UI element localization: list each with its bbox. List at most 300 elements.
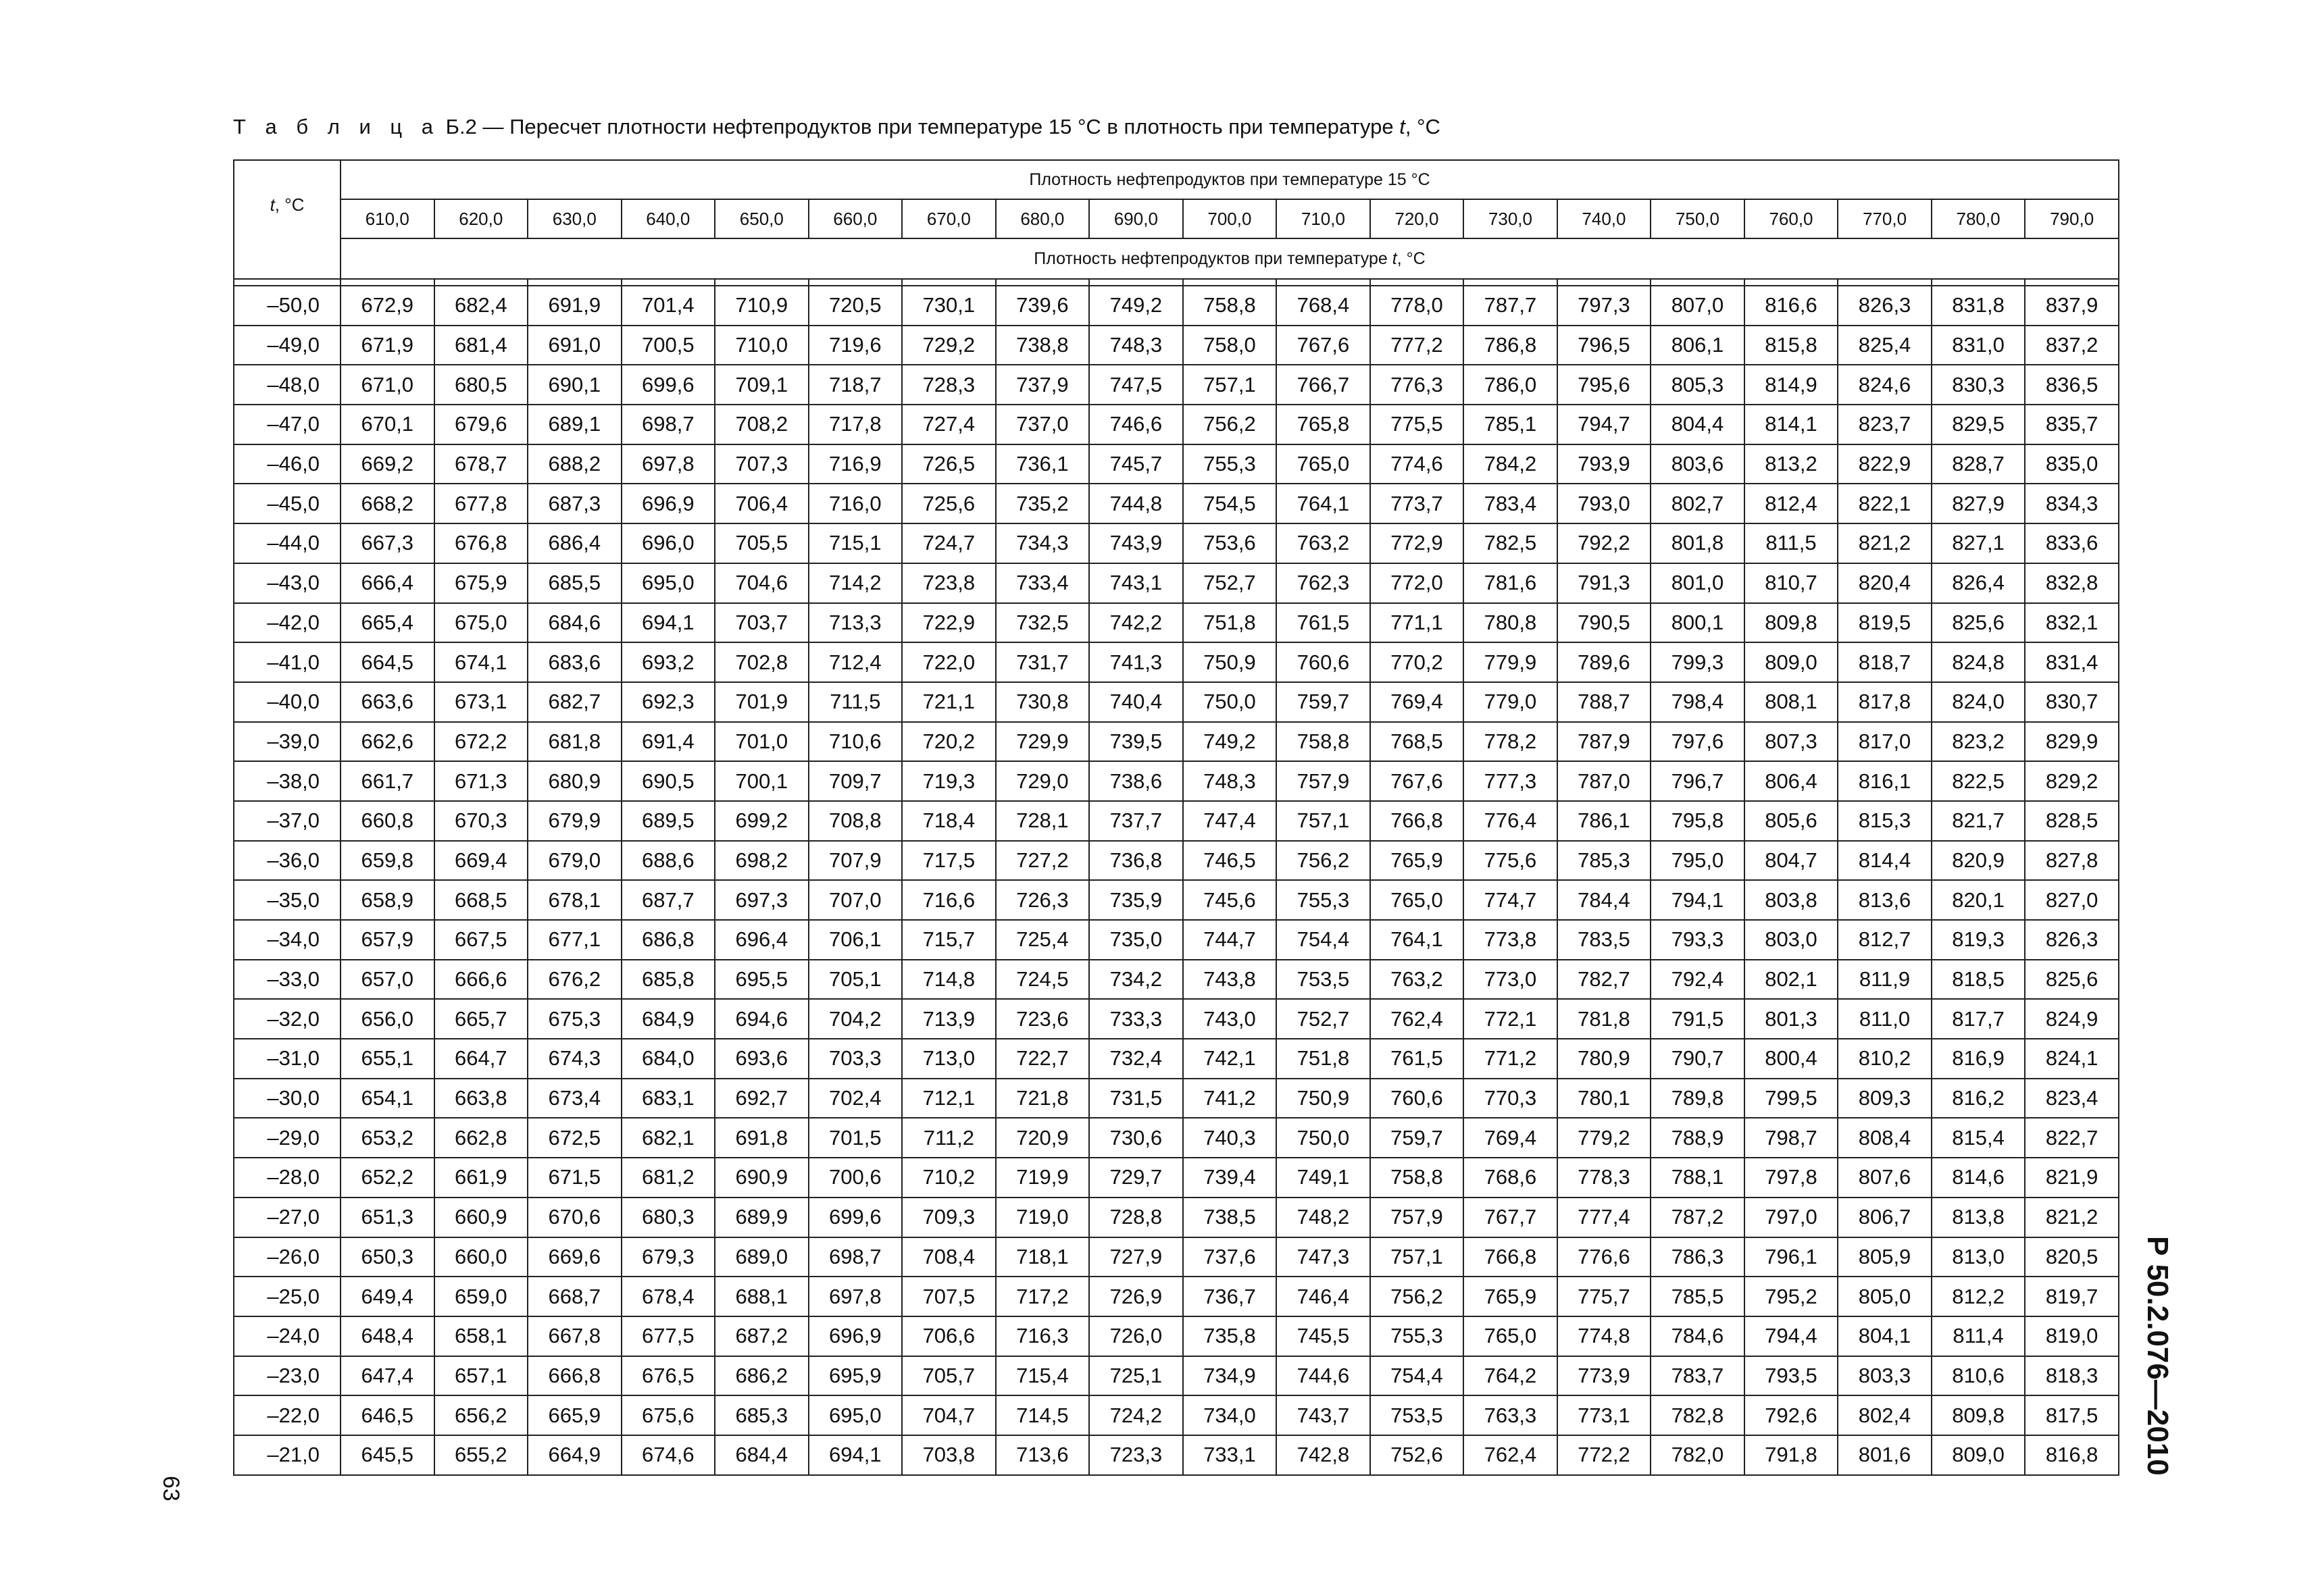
- density-t-header-text: Плотность нефтепродуктов при температуре: [1034, 249, 1388, 268]
- density-cell: 664,5: [341, 642, 434, 682]
- density-cell: 738,5: [1183, 1198, 1277, 1237]
- density-cell: 703,7: [715, 603, 809, 643]
- density-cell: 797,6: [1651, 722, 1744, 762]
- density-cell: 832,8: [2025, 563, 2119, 603]
- table-row: [234, 920, 2119, 960]
- density-cell: 837,2: [2025, 326, 2119, 365]
- density-table: [233, 159, 2119, 1476]
- density-15-header: Плотность нефтепродуктов при температуре 15 °С: [341, 160, 2119, 199]
- density-cell: 671,0: [341, 365, 434, 405]
- gap-cell: [341, 279, 434, 286]
- density-cell: 820,5: [2025, 1237, 2119, 1277]
- density-cell: 671,3: [434, 761, 528, 801]
- gap-cell: [996, 279, 1090, 286]
- density-cell: 709,7: [809, 761, 903, 801]
- density-cell: 695,0: [809, 1395, 903, 1435]
- density-cell: 712,1: [902, 1079, 996, 1118]
- density-cell: 792,6: [1744, 1395, 1838, 1435]
- density-cell: 755,3: [1370, 1316, 1464, 1356]
- density-cell: 795,2: [1744, 1277, 1838, 1316]
- density-cell: 660,0: [434, 1237, 528, 1277]
- density-cell: 690,1: [528, 365, 622, 405]
- density-cell: 674,3: [528, 1039, 622, 1079]
- density-cell: 707,0: [809, 880, 903, 920]
- density-cell: 674,1: [434, 642, 528, 682]
- temperature-cell: –39,0: [234, 722, 341, 762]
- t-header-var: t: [270, 195, 275, 215]
- table-row: [234, 1277, 2119, 1316]
- temperature-cell: –27,0: [234, 1198, 341, 1237]
- density-cell: 682,4: [434, 286, 528, 326]
- density-cell: 739,4: [1183, 1158, 1277, 1198]
- table-row: [234, 484, 2119, 523]
- density-cell: 822,1: [1838, 484, 1932, 523]
- density-cell: 729,0: [996, 761, 1090, 801]
- density-cell: 774,6: [1370, 444, 1464, 484]
- density-cell: 766,8: [1463, 1237, 1557, 1277]
- density-cell: 772,2: [1557, 1435, 1651, 1475]
- density-cell: 805,9: [1838, 1237, 1932, 1277]
- density-cell: 817,8: [1838, 682, 1932, 722]
- density-cell: 807,0: [1651, 286, 1744, 326]
- density-cell: 824,0: [1932, 682, 2026, 722]
- density-cell: 781,8: [1557, 999, 1651, 1039]
- density-cell: 787,0: [1557, 761, 1651, 801]
- density-cell: 821,7: [1932, 801, 2026, 841]
- density-cell: 785,5: [1651, 1277, 1744, 1316]
- density-cell: 820,9: [1932, 841, 2026, 881]
- table-row: [234, 722, 2119, 762]
- gap-cell: [1838, 279, 1932, 286]
- density-cell: 734,3: [996, 523, 1090, 563]
- density-cell: 773,7: [1370, 484, 1464, 523]
- table-row: [234, 1316, 2119, 1356]
- density-cell: 788,1: [1651, 1158, 1744, 1198]
- density-cell: 694,6: [715, 999, 809, 1039]
- density-cell: 809,0: [1744, 642, 1838, 682]
- density-cell: 648,4: [341, 1316, 434, 1356]
- density-cell: 667,3: [341, 523, 434, 563]
- density-cell: 816,9: [1932, 1039, 2026, 1079]
- density-cell: 724,7: [902, 523, 996, 563]
- temperature-cell: –49,0: [234, 326, 341, 365]
- density-cell: 665,7: [434, 999, 528, 1039]
- density-cell: 710,9: [715, 286, 809, 326]
- temperature-cell: –46,0: [234, 444, 341, 484]
- density-cell: 741,3: [1089, 642, 1183, 682]
- density-cell: 678,7: [434, 444, 528, 484]
- density-cell: 826,3: [1838, 286, 1932, 326]
- density-cell: 780,1: [1557, 1079, 1651, 1118]
- density-cell: 773,8: [1463, 920, 1557, 960]
- table-row: [234, 286, 2119, 326]
- density-cell: 756,2: [1370, 1277, 1464, 1316]
- density-cell: 680,9: [528, 761, 622, 801]
- density-cell: 675,3: [528, 999, 622, 1039]
- temperature-cell: –40,0: [234, 682, 341, 722]
- density-cell: 676,8: [434, 523, 528, 563]
- density-cell: 835,0: [2025, 444, 2119, 484]
- density-cell: 823,2: [1932, 722, 2026, 762]
- density-cell: 689,9: [715, 1198, 809, 1237]
- density-cell: 821,2: [1838, 523, 1932, 563]
- density-cell: 793,9: [1557, 444, 1651, 484]
- density-column-header: 790,0: [2025, 199, 2119, 238]
- density-cell: 754,5: [1183, 484, 1277, 523]
- density-cell: 822,9: [1838, 444, 1932, 484]
- density-cell: 687,2: [715, 1316, 809, 1356]
- density-cell: 715,4: [996, 1356, 1090, 1396]
- density-cell: 753,6: [1183, 523, 1277, 563]
- density-cell: 720,9: [996, 1118, 1090, 1158]
- density-cell: 674,6: [622, 1435, 715, 1475]
- density-cell: 681,4: [434, 326, 528, 365]
- density-cell: 742,8: [1276, 1435, 1370, 1475]
- density-cell: 803,0: [1744, 920, 1838, 960]
- density-cell: 660,8: [341, 801, 434, 841]
- density-cell: 687,3: [528, 484, 622, 523]
- density-cell: 737,6: [1183, 1237, 1277, 1277]
- density-cell: 680,3: [622, 1198, 715, 1237]
- header-gap-row: [234, 279, 2119, 286]
- density-cell: 675,0: [434, 603, 528, 643]
- density-cell: 736,7: [1183, 1277, 1277, 1316]
- density-cell: 809,8: [1744, 603, 1838, 643]
- density-cell: 800,1: [1651, 603, 1744, 643]
- density-cell: 728,8: [1089, 1198, 1183, 1237]
- density-cell: 722,0: [902, 642, 996, 682]
- density-cell: 769,4: [1370, 682, 1464, 722]
- density-cell: 661,9: [434, 1158, 528, 1198]
- density-cell: 731,5: [1089, 1079, 1183, 1118]
- density-cell: 762,4: [1463, 1435, 1557, 1475]
- density-cell: 701,4: [622, 286, 715, 326]
- density-cell: 711,2: [902, 1118, 996, 1158]
- density-cell: 761,5: [1276, 603, 1370, 643]
- density-cell: 677,1: [528, 920, 622, 960]
- density-cell: 651,3: [341, 1198, 434, 1237]
- density-cell: 747,3: [1276, 1237, 1370, 1277]
- table-row: [234, 960, 2119, 1000]
- density-cell: 833,6: [2025, 523, 2119, 563]
- density-cell: 701,9: [715, 682, 809, 722]
- density-cell: 677,5: [622, 1316, 715, 1356]
- density-cell: 668,5: [434, 880, 528, 920]
- density-column-header: 700,0: [1183, 199, 1277, 238]
- density-cell: 734,9: [1183, 1356, 1277, 1396]
- density-cell: 663,8: [434, 1079, 528, 1118]
- density-cell: 668,7: [528, 1277, 622, 1316]
- temperature-cell: –41,0: [234, 642, 341, 682]
- density-cell: 832,1: [2025, 603, 2119, 643]
- density-column-header: 640,0: [622, 199, 715, 238]
- density-cell: 678,1: [528, 880, 622, 920]
- density-cell: 698,7: [622, 405, 715, 444]
- density-cell: 685,8: [622, 960, 715, 1000]
- density-cell: 656,2: [434, 1395, 528, 1435]
- density-cell: 814,1: [1744, 405, 1838, 444]
- density-cell: 825,6: [1932, 603, 2026, 643]
- density-cell: 699,2: [715, 801, 809, 841]
- density-cell: 768,6: [1463, 1158, 1557, 1198]
- density-cell: 820,4: [1838, 563, 1932, 603]
- density-cell: 706,4: [715, 484, 809, 523]
- density-cell: 706,6: [902, 1316, 996, 1356]
- density-cell: 666,4: [341, 563, 434, 603]
- temperature-cell: –33,0: [234, 960, 341, 1000]
- gap-cell: [902, 279, 996, 286]
- density-cell: 805,0: [1838, 1277, 1932, 1316]
- density-cell: 754,4: [1276, 920, 1370, 960]
- density-cell: 795,0: [1651, 841, 1744, 881]
- table-row: [234, 880, 2119, 920]
- density-cell: 752,6: [1370, 1435, 1464, 1475]
- density-cell: 817,5: [2025, 1395, 2119, 1435]
- density-cell: 694,1: [622, 603, 715, 643]
- density-cell: 790,7: [1651, 1039, 1744, 1079]
- temperature-cell: –32,0: [234, 999, 341, 1039]
- density-cell: 730,1: [902, 286, 996, 326]
- table-row: [234, 1039, 2119, 1079]
- density-cell: 735,0: [1089, 920, 1183, 960]
- density-cell: 813,0: [1932, 1237, 2026, 1277]
- density-cell: 828,5: [2025, 801, 2119, 841]
- table-row: [234, 1079, 2119, 1118]
- density-cell: 795,6: [1557, 365, 1651, 405]
- density-cell: 748,2: [1276, 1198, 1370, 1237]
- density-cell: 788,9: [1651, 1118, 1744, 1158]
- density-cell: 729,9: [996, 722, 1090, 762]
- density-cell: 816,8: [2025, 1435, 2119, 1475]
- density-cell: 696,9: [809, 1316, 903, 1356]
- density-cell: 711,5: [809, 682, 903, 722]
- density-cell: 798,4: [1651, 682, 1744, 722]
- density-cell: 814,9: [1744, 365, 1838, 405]
- caption-suffix: , °С: [1405, 115, 1440, 138]
- density-cell: 829,2: [2025, 761, 2119, 801]
- table-row: [234, 682, 2119, 722]
- density-cell: 779,0: [1463, 682, 1557, 722]
- table-row: [234, 563, 2119, 603]
- density-cell: 815,4: [1932, 1118, 2026, 1158]
- density-cell: 652,2: [341, 1158, 434, 1198]
- density-cell: 753,5: [1276, 960, 1370, 1000]
- density-cell: 784,4: [1557, 880, 1651, 920]
- density-cell: 715,7: [902, 920, 996, 960]
- density-cell: 803,8: [1744, 880, 1838, 920]
- density-cell: 657,9: [341, 920, 434, 960]
- density-cell: 738,6: [1089, 761, 1183, 801]
- density-cell: 748,3: [1183, 761, 1277, 801]
- density-cell: 822,7: [2025, 1118, 2119, 1158]
- density-cell: 827,0: [2025, 880, 2119, 920]
- density-cell: 713,9: [902, 999, 996, 1039]
- density-cell: 682,1: [622, 1118, 715, 1158]
- density-cell: 746,6: [1089, 405, 1183, 444]
- table-row: [234, 841, 2119, 881]
- density-cell: 667,5: [434, 920, 528, 960]
- density-cell: 736,8: [1089, 841, 1183, 881]
- density-cell: 723,8: [902, 563, 996, 603]
- density-cell: 723,3: [1089, 1435, 1183, 1475]
- density-cell: 797,0: [1744, 1198, 1838, 1237]
- gap-cell: [234, 279, 341, 286]
- density-cell: 673,1: [434, 682, 528, 722]
- density-cell: 766,8: [1370, 801, 1464, 841]
- density-cell: 763,2: [1370, 960, 1464, 1000]
- density-t-header-unit: , °С: [1397, 249, 1426, 268]
- gap-cell: [2025, 279, 2119, 286]
- density-cell: 769,4: [1463, 1118, 1557, 1158]
- density-cell: 670,1: [341, 405, 434, 444]
- density-cell: 802,1: [1744, 960, 1838, 1000]
- density-cell: 728,3: [902, 365, 996, 405]
- density-cell: 781,6: [1463, 563, 1557, 603]
- density-cell: 704,2: [809, 999, 903, 1039]
- density-cell: 746,4: [1276, 1277, 1370, 1316]
- density-cell: 821,2: [2025, 1198, 2119, 1237]
- density-cell: 744,6: [1276, 1356, 1370, 1396]
- density-cell: 749,2: [1183, 722, 1277, 762]
- density-cell: 703,8: [902, 1435, 996, 1475]
- density-cell: 716,0: [809, 484, 903, 523]
- density-cell: 807,3: [1744, 722, 1838, 762]
- density-cell: 681,2: [622, 1158, 715, 1198]
- density-cell: 784,2: [1463, 444, 1557, 484]
- caption-text: Б.2 — Пересчет плотности нефтепродуктов при температуре 15 °С в плотность при температуре: [445, 115, 1394, 138]
- density-cell: 665,4: [341, 603, 434, 643]
- density-cell: 658,1: [434, 1316, 528, 1356]
- density-cell: 672,2: [434, 722, 528, 762]
- table-row: [234, 1356, 2119, 1396]
- density-cell: 805,6: [1744, 801, 1838, 841]
- density-cell: 806,4: [1744, 761, 1838, 801]
- density-cell: 760,6: [1276, 642, 1370, 682]
- density-cell: 650,3: [341, 1237, 434, 1277]
- density-column-header: 760,0: [1744, 199, 1838, 238]
- density-cell: 765,0: [1370, 880, 1464, 920]
- density-cell: 758,0: [1183, 326, 1277, 365]
- density-cell: 825,4: [1838, 326, 1932, 365]
- density-cell: 656,0: [341, 999, 434, 1039]
- density-cell: 749,2: [1089, 286, 1183, 326]
- density-cell: 705,1: [809, 960, 903, 1000]
- density-cell: 772,0: [1370, 563, 1464, 603]
- density-cell: 825,6: [2025, 960, 2119, 1000]
- density-cell: 655,2: [434, 1435, 528, 1475]
- density-cell: 702,8: [715, 642, 809, 682]
- density-cell: 688,1: [715, 1277, 809, 1316]
- density-cell: 782,7: [1557, 960, 1651, 1000]
- density-cell: 814,4: [1838, 841, 1932, 881]
- density-cell: 800,4: [1744, 1039, 1838, 1079]
- density-cell: 757,1: [1276, 801, 1370, 841]
- table-row: [234, 642, 2119, 682]
- density-cell: 796,7: [1651, 761, 1744, 801]
- density-cell: 721,8: [996, 1079, 1090, 1118]
- density-cell: 716,9: [809, 444, 903, 484]
- density-cell: 726,5: [902, 444, 996, 484]
- density-cell: 803,3: [1838, 1356, 1932, 1396]
- density-cell: 788,7: [1557, 682, 1651, 722]
- density-cell: 686,2: [715, 1356, 809, 1396]
- table-row: [234, 603, 2119, 643]
- density-cell: 790,5: [1557, 603, 1651, 643]
- temperature-column-header: [234, 160, 341, 279]
- temperature-cell: –36,0: [234, 841, 341, 881]
- density-cell: 713,3: [809, 603, 903, 643]
- density-cell: 775,7: [1557, 1277, 1651, 1316]
- gap-cell: [622, 279, 715, 286]
- density-cell: 701,0: [715, 722, 809, 762]
- density-cell: 830,7: [2025, 682, 2119, 722]
- density-cell: 725,6: [902, 484, 996, 523]
- density-cell: 684,4: [715, 1435, 809, 1475]
- density-cell: 813,6: [1838, 880, 1932, 920]
- t-header-unit: , °С: [274, 195, 305, 215]
- temperature-cell: –38,0: [234, 761, 341, 801]
- density-cell: 771,2: [1463, 1039, 1557, 1079]
- gap-cell: [528, 279, 622, 286]
- density-cell: 813,8: [1932, 1198, 2026, 1237]
- density-cell: 801,8: [1651, 523, 1744, 563]
- density-cell: 718,4: [902, 801, 996, 841]
- density-cell: 752,7: [1276, 999, 1370, 1039]
- density-cell: 744,7: [1183, 920, 1277, 960]
- density-cell: 766,7: [1276, 365, 1370, 405]
- density-column-header: 740,0: [1557, 199, 1651, 238]
- gap-cell: [1932, 279, 2026, 286]
- density-cell: 742,2: [1089, 603, 1183, 643]
- density-cell: 683,6: [528, 642, 622, 682]
- density-cell: 647,4: [341, 1356, 434, 1396]
- density-cell: 690,5: [622, 761, 715, 801]
- density-cell: 722,9: [902, 603, 996, 643]
- density-cell: 801,0: [1651, 563, 1744, 603]
- density-cell: 757,1: [1183, 365, 1277, 405]
- density-cell: 826,3: [2025, 920, 2119, 960]
- density-cell: 763,3: [1463, 1395, 1557, 1435]
- density-cell: 767,6: [1276, 326, 1370, 365]
- density-cell: 778,2: [1463, 722, 1557, 762]
- density-cell: 700,6: [809, 1158, 903, 1198]
- density-cell: 675,9: [434, 563, 528, 603]
- density-cell: 760,6: [1370, 1079, 1464, 1118]
- density-cell: 700,5: [622, 326, 715, 365]
- density-cell: 796,1: [1744, 1237, 1838, 1277]
- density-cell: 764,1: [1370, 920, 1464, 960]
- density-cell: 818,5: [1932, 960, 2026, 1000]
- temperature-cell: –22,0: [234, 1395, 341, 1435]
- gap-cell: [809, 279, 903, 286]
- density-cell: 688,6: [622, 841, 715, 881]
- density-cell: 744,8: [1089, 484, 1183, 523]
- density-cell: 730,8: [996, 682, 1090, 722]
- density-cell: 779,9: [1463, 642, 1557, 682]
- density-cell: 756,2: [1276, 841, 1370, 881]
- density-cell: 733,1: [1183, 1435, 1277, 1475]
- density-cell: 729,7: [1089, 1158, 1183, 1198]
- density-cell: 758,8: [1183, 286, 1277, 326]
- density-cell: 714,5: [996, 1395, 1090, 1435]
- table-row: [234, 1198, 2119, 1237]
- density-cell: 793,3: [1651, 920, 1744, 960]
- density-cell: 757,9: [1370, 1198, 1464, 1237]
- density-cell: 783,7: [1651, 1356, 1744, 1396]
- density-cell: 764,1: [1276, 484, 1370, 523]
- density-cell: 734,0: [1183, 1395, 1277, 1435]
- temperature-cell: –42,0: [234, 603, 341, 643]
